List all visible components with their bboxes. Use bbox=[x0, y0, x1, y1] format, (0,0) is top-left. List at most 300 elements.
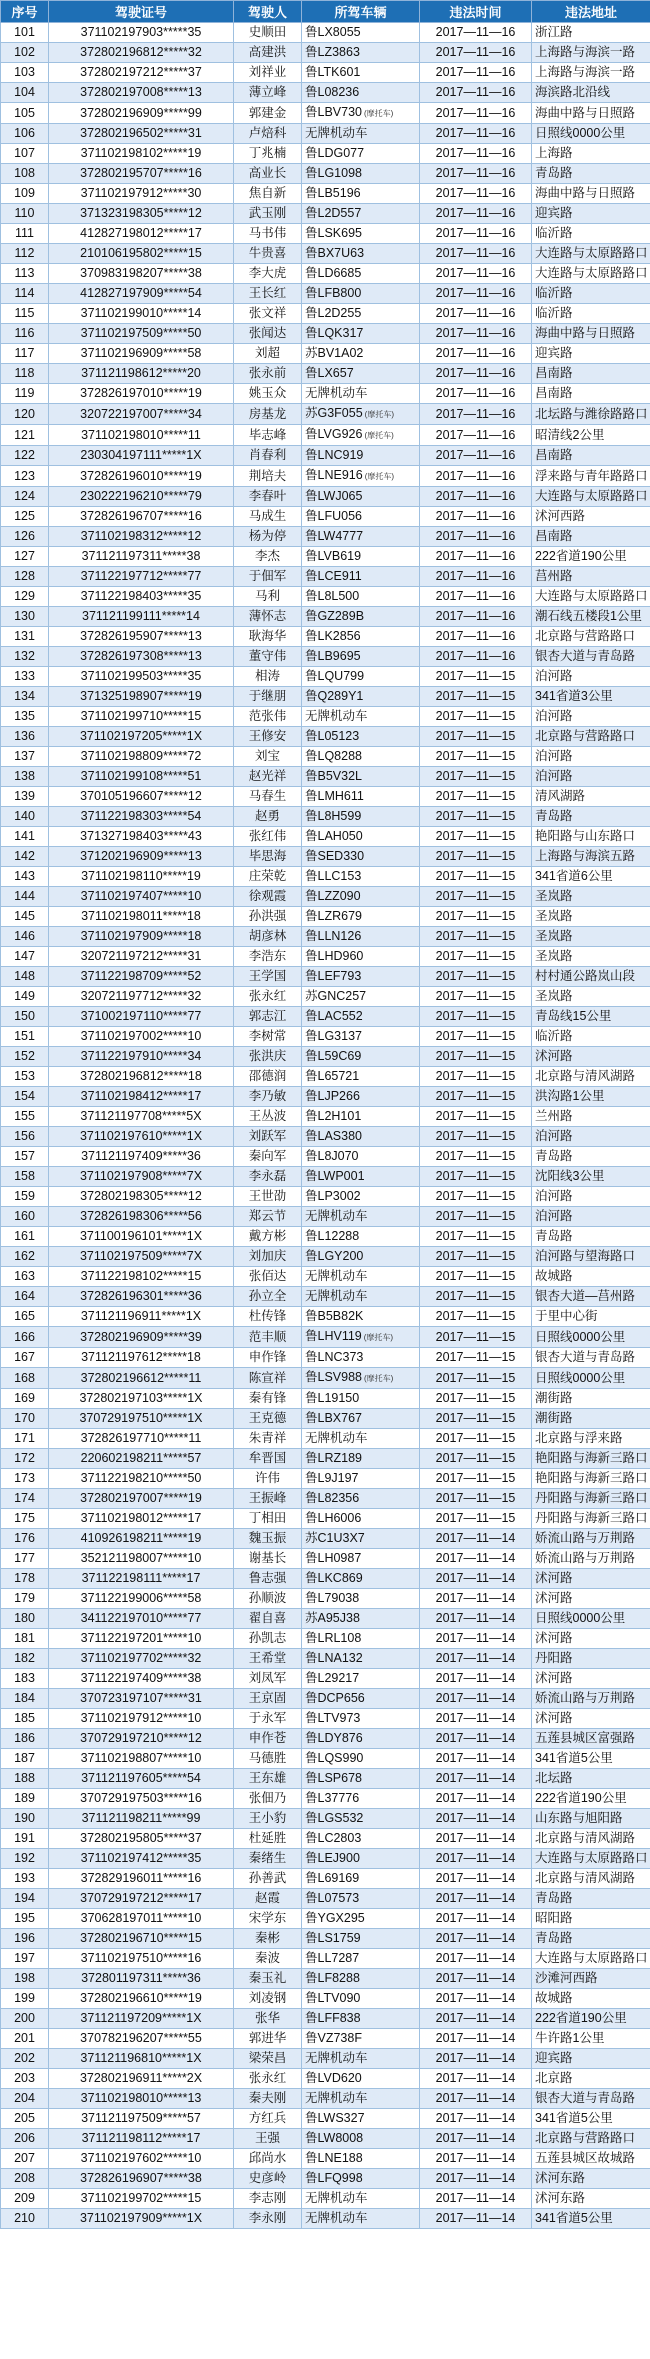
cell-license: 371102199108*****51 bbox=[49, 767, 234, 787]
cell-time: 2017—11—16 bbox=[420, 164, 532, 184]
cell-vehicle: 鲁LK2856 bbox=[302, 627, 420, 647]
table-row bbox=[1, 667, 650, 687]
table-row bbox=[1, 384, 650, 404]
cell-license: 371102196909*****58 bbox=[49, 344, 234, 364]
cell-vehicle: 鲁LQ8288 bbox=[302, 747, 420, 767]
cell-vehicle: 鲁L05123 bbox=[302, 727, 420, 747]
motorcycle-tag: (摩托车) bbox=[364, 431, 394, 440]
cell-time: 2017—11—14 bbox=[420, 1949, 532, 1969]
cell-driver: 张洪庆 bbox=[234, 1047, 302, 1067]
cell-location: 沈阳线3公里 bbox=[532, 1167, 650, 1187]
table-row bbox=[1, 1167, 650, 1187]
cell-location: 341省道3公里 bbox=[532, 687, 650, 707]
cell-license: 372826196301*****36 bbox=[49, 1287, 234, 1307]
cell-time: 2017—11—14 bbox=[420, 1729, 532, 1749]
table-row bbox=[1, 2089, 650, 2109]
cell-license: 372802195707*****16 bbox=[49, 164, 234, 184]
cell-driver: 刘凤军 bbox=[234, 1669, 302, 1689]
cell-license: 372826197308*****13 bbox=[49, 647, 234, 667]
motorcycle-tag: (摩托车) bbox=[363, 1333, 394, 1342]
cell-seq: 160 bbox=[1, 1207, 49, 1227]
cell-license: 371325198907*****19 bbox=[49, 687, 234, 707]
cell-time: 2017—11—15 bbox=[420, 1027, 532, 1047]
cell-vehicle: 鲁BX7U63 bbox=[302, 244, 420, 264]
cell-license: 372829196011*****16 bbox=[49, 1869, 234, 1889]
cell-license: 371122198111*****17 bbox=[49, 1569, 234, 1589]
cell-seq: 150 bbox=[1, 1007, 49, 1027]
table-row bbox=[1, 164, 650, 184]
cell-vehicle: 鲁L69169 bbox=[302, 1869, 420, 1889]
table-row bbox=[1, 1267, 650, 1287]
cell-vehicle: 鲁LHV119 (摩托车) bbox=[302, 1327, 420, 1348]
table-row bbox=[1, 2209, 650, 2229]
cell-seq: 202 bbox=[1, 2049, 49, 2069]
cell-driver: 申作苍 bbox=[234, 1729, 302, 1749]
cell-driver: 范张伟 bbox=[234, 707, 302, 727]
cell-location: 青岛路 bbox=[532, 1227, 650, 1247]
cell-vehicle: 鲁VZ738F bbox=[302, 2029, 420, 2049]
cell-seq: 166 bbox=[1, 1327, 49, 1348]
cell-seq: 128 bbox=[1, 567, 49, 587]
cell-seq: 181 bbox=[1, 1629, 49, 1649]
cell-license: 371002197110*****77 bbox=[49, 1007, 234, 1027]
table-row bbox=[1, 1749, 650, 1769]
cell-seq: 189 bbox=[1, 1789, 49, 1809]
table-row bbox=[1, 2109, 650, 2129]
cell-location: 娇流山路与万荆路 bbox=[532, 1529, 650, 1549]
table-row bbox=[1, 1227, 650, 1247]
cell-license: 371102198012*****17 bbox=[49, 1509, 234, 1529]
cell-license: 371102197610*****1X bbox=[49, 1127, 234, 1147]
cell-vehicle: 鲁LVB619 bbox=[302, 547, 420, 567]
table-row bbox=[1, 425, 650, 446]
cell-location: 昌南路 bbox=[532, 527, 650, 547]
cell-license: 371102198110*****19 bbox=[49, 867, 234, 887]
cell-driver: 孙善武 bbox=[234, 1869, 302, 1889]
cell-time: 2017—11—14 bbox=[420, 2209, 532, 2229]
cell-driver: 于继朋 bbox=[234, 687, 302, 707]
table-row bbox=[1, 787, 650, 807]
cell-location: 341省道5公里 bbox=[532, 1749, 650, 1769]
cell-vehicle: 鲁L8H599 bbox=[302, 807, 420, 827]
cell-license: 371102197908*****7X bbox=[49, 1167, 234, 1187]
cell-seq: 120 bbox=[1, 404, 49, 425]
cell-license: 372802197008*****13 bbox=[49, 83, 234, 103]
cell-location: 泊河路 bbox=[532, 767, 650, 787]
cell-driver: 刘凌钢 bbox=[234, 1989, 302, 2009]
cell-location: 浮来路与青年路路口 bbox=[532, 466, 650, 487]
cell-location: 上海路与海滨一路 bbox=[532, 63, 650, 83]
cell-license: 230222196210*****79 bbox=[49, 487, 234, 507]
table-row bbox=[1, 1709, 650, 1729]
cell-driver: 李浩东 bbox=[234, 947, 302, 967]
cell-driver: 孙立全 bbox=[234, 1287, 302, 1307]
cell-license: 220602198211*****57 bbox=[49, 1449, 234, 1469]
cell-seq: 144 bbox=[1, 887, 49, 907]
cell-location: 341省道5公里 bbox=[532, 2109, 650, 2129]
cell-time: 2017—11—15 bbox=[420, 1147, 532, 1167]
cell-seq: 183 bbox=[1, 1669, 49, 1689]
cell-seq: 101 bbox=[1, 23, 49, 43]
cell-location: 沭河东路 bbox=[532, 2169, 650, 2189]
cell-seq: 162 bbox=[1, 1247, 49, 1267]
cell-location: 海曲中路与日照路 bbox=[532, 184, 650, 204]
cell-location: 故城路 bbox=[532, 1267, 650, 1287]
cell-location: 故城路 bbox=[532, 1989, 650, 2009]
motorcycle-tag: (摩托车) bbox=[363, 109, 394, 118]
cell-location: 昭阳路 bbox=[532, 1909, 650, 1929]
table-row bbox=[1, 1389, 650, 1409]
cell-location: 青岛路 bbox=[532, 1929, 650, 1949]
cell-vehicle: 鲁LLC153 bbox=[302, 867, 420, 887]
cell-driver: 孙洪强 bbox=[234, 907, 302, 927]
cell-vehicle: 鲁L59C69 bbox=[302, 1047, 420, 1067]
cell-license: 370729197503*****16 bbox=[49, 1789, 234, 1809]
cell-license: 371102197205*****1X bbox=[49, 727, 234, 747]
cell-driver: 谢基长 bbox=[234, 1549, 302, 1569]
cell-driver: 张佃乃 bbox=[234, 1789, 302, 1809]
cell-license: 371121197509*****57 bbox=[49, 2109, 234, 2129]
cell-vehicle: 鲁L2D557 bbox=[302, 204, 420, 224]
cell-time: 2017—11—15 bbox=[420, 1127, 532, 1147]
table-row bbox=[1, 1529, 650, 1549]
cell-driver: 杨为停 bbox=[234, 527, 302, 547]
cell-license: 341122197010*****77 bbox=[49, 1609, 234, 1629]
cell-seq: 172 bbox=[1, 1449, 49, 1469]
cell-time: 2017—11—14 bbox=[420, 1789, 532, 1809]
cell-driver: 郭建金 bbox=[234, 103, 302, 124]
cell-driver: 薄立峰 bbox=[234, 83, 302, 103]
cell-location: 丹阳路 bbox=[532, 1649, 650, 1669]
cell-driver: 房基龙 bbox=[234, 404, 302, 425]
cell-vehicle: 鲁L2D255 bbox=[302, 304, 420, 324]
cell-driver: 范丰顺 bbox=[234, 1327, 302, 1348]
table-row bbox=[1, 867, 650, 887]
cell-time: 2017—11—16 bbox=[420, 304, 532, 324]
cell-license: 410926198211*****19 bbox=[49, 1529, 234, 1549]
cell-driver: 郭进华 bbox=[234, 2029, 302, 2049]
cell-vehicle: 鲁LG1098 bbox=[302, 164, 420, 184]
cell-license: 372826197710*****11 bbox=[49, 1429, 234, 1449]
cell-seq: 140 bbox=[1, 807, 49, 827]
table-row bbox=[1, 627, 650, 647]
cell-time: 2017—11—16 bbox=[420, 43, 532, 63]
cell-driver: 陈宣祥 bbox=[234, 1368, 302, 1389]
cell-vehicle: 鲁LNC373 bbox=[302, 1348, 420, 1368]
cell-driver: 赵光祥 bbox=[234, 767, 302, 787]
cell-vehicle: 鲁LBX767 bbox=[302, 1409, 420, 1429]
table-row bbox=[1, 927, 650, 947]
table-row bbox=[1, 1007, 650, 1027]
cell-license: 371122197201*****10 bbox=[49, 1629, 234, 1649]
cell-driver: 牛贵喜 bbox=[234, 244, 302, 264]
table-row bbox=[1, 1849, 650, 1869]
cell-vehicle: 鲁L8J070 bbox=[302, 1147, 420, 1167]
cell-license: 371121197209*****1X bbox=[49, 2009, 234, 2029]
cell-vehicle: 苏BV1A02 bbox=[302, 344, 420, 364]
cell-time: 2017—11—15 bbox=[420, 1007, 532, 1027]
cell-location: 沭河路 bbox=[532, 1047, 650, 1067]
cell-driver: 方红兵 bbox=[234, 2109, 302, 2129]
cell-seq: 170 bbox=[1, 1409, 49, 1429]
cell-seq: 206 bbox=[1, 2129, 49, 2149]
cell-seq: 173 bbox=[1, 1469, 49, 1489]
table-row bbox=[1, 727, 650, 747]
cell-driver: 马德胜 bbox=[234, 1749, 302, 1769]
cell-time: 2017—11—15 bbox=[420, 1087, 532, 1107]
cell-seq: 167 bbox=[1, 1348, 49, 1368]
table-row bbox=[1, 1368, 650, 1389]
cell-location: 临沂路 bbox=[532, 224, 650, 244]
cell-driver: 张红伟 bbox=[234, 827, 302, 847]
cell-license: 372801197311*****36 bbox=[49, 1969, 234, 1989]
cell-driver: 王长红 bbox=[234, 284, 302, 304]
table-row bbox=[1, 2029, 650, 2049]
cell-seq: 156 bbox=[1, 1127, 49, 1147]
cell-vehicle: 鲁LNE916 (摩托车) bbox=[302, 466, 420, 487]
cell-driver: 李杰 bbox=[234, 547, 302, 567]
cell-seq: 149 bbox=[1, 987, 49, 1007]
cell-time: 2017—11—15 bbox=[420, 1429, 532, 1449]
cell-vehicle: 鲁LNA132 bbox=[302, 1649, 420, 1669]
table-row bbox=[1, 1609, 650, 1629]
cell-seq: 158 bbox=[1, 1167, 49, 1187]
cell-seq: 196 bbox=[1, 1929, 49, 1949]
cell-location: 海曲中路与日照路 bbox=[532, 103, 650, 124]
cell-location: 银杏大道与青岛路 bbox=[532, 1348, 650, 1368]
cell-vehicle: 鲁LGS532 bbox=[302, 1809, 420, 1829]
cell-driver: 申作锋 bbox=[234, 1348, 302, 1368]
cell-vehicle: 鲁LZ3863 bbox=[302, 43, 420, 63]
cell-license: 372802196911*****2X bbox=[49, 2069, 234, 2089]
cell-driver: 邵德润 bbox=[234, 1067, 302, 1087]
cell-seq: 161 bbox=[1, 1227, 49, 1247]
cell-seq: 147 bbox=[1, 947, 49, 967]
cell-driver: 李乃敏 bbox=[234, 1087, 302, 1107]
cell-seq: 179 bbox=[1, 1589, 49, 1609]
cell-location: 上海路 bbox=[532, 144, 650, 164]
cell-time: 2017—11—14 bbox=[420, 2109, 532, 2129]
cell-time: 2017—11—15 bbox=[420, 1247, 532, 1267]
cell-license: 371121198211*****99 bbox=[49, 1809, 234, 1829]
cell-license: 320721197212*****31 bbox=[49, 947, 234, 967]
cell-driver: 李永刚 bbox=[234, 2209, 302, 2229]
cell-license: 371102197509*****50 bbox=[49, 324, 234, 344]
cell-vehicle: 鲁L07573 bbox=[302, 1889, 420, 1909]
cell-seq: 122 bbox=[1, 446, 49, 466]
header-seq: 序号 bbox=[1, 1, 49, 23]
cell-time: 2017—11—14 bbox=[420, 1629, 532, 1649]
cell-driver: 刘祥业 bbox=[234, 63, 302, 83]
cell-time: 2017—11—16 bbox=[420, 487, 532, 507]
cell-vehicle: 鲁LG3137 bbox=[302, 1027, 420, 1047]
cell-vehicle: 无牌机动车 bbox=[302, 2089, 420, 2109]
cell-seq: 103 bbox=[1, 63, 49, 83]
cell-location: 泊河路 bbox=[532, 747, 650, 767]
cell-seq: 203 bbox=[1, 2069, 49, 2089]
cell-license: 372802196612*****11 bbox=[49, 1368, 234, 1389]
table-row bbox=[1, 324, 650, 344]
cell-location: 于里中心街 bbox=[532, 1307, 650, 1327]
cell-driver: 卢焙科 bbox=[234, 124, 302, 144]
cell-vehicle: 鲁LC2803 bbox=[302, 1829, 420, 1849]
table-row bbox=[1, 1549, 650, 1569]
cell-license: 372802198305*****12 bbox=[49, 1187, 234, 1207]
cell-time: 2017—11—15 bbox=[420, 987, 532, 1007]
cell-driver: 耿海华 bbox=[234, 627, 302, 647]
cell-time: 2017—11—16 bbox=[420, 344, 532, 364]
cell-location: 泊河路与望海路口 bbox=[532, 1247, 650, 1267]
cell-driver: 李永磊 bbox=[234, 1167, 302, 1187]
cell-seq: 174 bbox=[1, 1489, 49, 1509]
cell-driver: 宋学东 bbox=[234, 1909, 302, 1929]
cell-location: 昌南路 bbox=[532, 446, 650, 466]
table-row bbox=[1, 1127, 650, 1147]
table-row bbox=[1, 1087, 650, 1107]
cell-vehicle: 鲁L12288 bbox=[302, 1227, 420, 1247]
cell-time: 2017—11—15 bbox=[420, 1449, 532, 1469]
cell-vehicle: 鲁LVD620 bbox=[302, 2069, 420, 2089]
table-row bbox=[1, 466, 650, 487]
cell-license: 320721197712*****32 bbox=[49, 987, 234, 1007]
table-row bbox=[1, 2009, 650, 2029]
cell-license: 371122198709*****52 bbox=[49, 967, 234, 987]
cell-location: 沭河路 bbox=[532, 1589, 650, 1609]
cell-seq: 152 bbox=[1, 1047, 49, 1067]
cell-seq: 129 bbox=[1, 587, 49, 607]
table-row bbox=[1, 487, 650, 507]
cell-seq: 187 bbox=[1, 1749, 49, 1769]
cell-time: 2017—11—15 bbox=[420, 1389, 532, 1409]
cell-license: 371122198403*****35 bbox=[49, 587, 234, 607]
cell-driver: 张永红 bbox=[234, 987, 302, 1007]
cell-license: 372826197010*****19 bbox=[49, 384, 234, 404]
cell-time: 2017—11—16 bbox=[420, 184, 532, 204]
table-row bbox=[1, 1047, 650, 1067]
table-row bbox=[1, 687, 650, 707]
cell-time: 2017—11—15 bbox=[420, 1067, 532, 1087]
cell-seq: 197 bbox=[1, 1949, 49, 1969]
cell-vehicle: 鲁LAC552 bbox=[302, 1007, 420, 1027]
cell-driver: 王振峰 bbox=[234, 1489, 302, 1509]
table-row bbox=[1, 284, 650, 304]
table-row bbox=[1, 2189, 650, 2209]
table-row bbox=[1, 1187, 650, 1207]
cell-license: 372802196909*****39 bbox=[49, 1327, 234, 1348]
cell-location: 沭河路 bbox=[532, 1669, 650, 1689]
cell-seq: 114 bbox=[1, 284, 49, 304]
cell-driver: 魏玉振 bbox=[234, 1529, 302, 1549]
cell-location: 上海路与海滨一路 bbox=[532, 43, 650, 63]
cell-location: 丹阳路与海新三路口 bbox=[532, 1489, 650, 1509]
cell-vehicle: 苏GNC257 bbox=[302, 987, 420, 1007]
header-vehicle: 所驾车辆 bbox=[302, 1, 420, 23]
cell-time: 2017—11—14 bbox=[420, 1689, 532, 1709]
cell-license: 372802197007*****19 bbox=[49, 1489, 234, 1509]
cell-license: 371121197708*****5X bbox=[49, 1107, 234, 1127]
cell-location: 大连路与太原路路口 bbox=[532, 587, 650, 607]
table-row bbox=[1, 607, 650, 627]
cell-time: 2017—11—16 bbox=[420, 83, 532, 103]
cell-time: 2017—11—15 bbox=[420, 1409, 532, 1429]
table-row bbox=[1, 1589, 650, 1609]
cell-time: 2017—11—15 bbox=[420, 1348, 532, 1368]
cell-seq: 155 bbox=[1, 1107, 49, 1127]
cell-time: 2017—11—15 bbox=[420, 1368, 532, 1389]
cell-vehicle: 鲁LSK695 bbox=[302, 224, 420, 244]
cell-seq: 201 bbox=[1, 2029, 49, 2049]
cell-location: 清风湖路 bbox=[532, 787, 650, 807]
cell-time: 2017—11—16 bbox=[420, 425, 532, 446]
cell-vehicle: 鲁L79038 bbox=[302, 1589, 420, 1609]
table-row bbox=[1, 1829, 650, 1849]
cell-license: 372826196907*****38 bbox=[49, 2169, 234, 2189]
cell-location: 艳阳路与海新三路口 bbox=[532, 1449, 650, 1469]
table-row bbox=[1, 647, 650, 667]
cell-license: 371121197311*****38 bbox=[49, 547, 234, 567]
cell-license: 210106195802*****15 bbox=[49, 244, 234, 264]
cell-time: 2017—11—14 bbox=[420, 1929, 532, 1949]
cell-location: 沭河东路 bbox=[532, 2189, 650, 2209]
table-row bbox=[1, 1949, 650, 1969]
cell-license: 372802196909*****99 bbox=[49, 103, 234, 124]
cell-vehicle: 鲁SED330 bbox=[302, 847, 420, 867]
header-location: 违法地址 bbox=[532, 1, 650, 23]
cell-driver: 戴方彬 bbox=[234, 1227, 302, 1247]
cell-vehicle: 鲁LRL108 bbox=[302, 1629, 420, 1649]
cell-time: 2017—11—14 bbox=[420, 1669, 532, 1689]
cell-location: 沭河西路 bbox=[532, 507, 650, 527]
cell-vehicle: 鲁LSP678 bbox=[302, 1769, 420, 1789]
cell-vehicle: 鲁B5B82K bbox=[302, 1307, 420, 1327]
cell-license: 370105196607*****12 bbox=[49, 787, 234, 807]
table-row bbox=[1, 747, 650, 767]
header-time: 违法时间 bbox=[420, 1, 532, 23]
cell-driver: 武玉刚 bbox=[234, 204, 302, 224]
table-row bbox=[1, 2129, 650, 2149]
table-row bbox=[1, 1729, 650, 1749]
cell-license: 371102198412*****17 bbox=[49, 1087, 234, 1107]
cell-time: 2017—11—15 bbox=[420, 1167, 532, 1187]
cell-license: 372826196707*****16 bbox=[49, 507, 234, 527]
cell-seq: 164 bbox=[1, 1287, 49, 1307]
cell-driver: 相涛 bbox=[234, 667, 302, 687]
cell-location: 沙滩河西路 bbox=[532, 1969, 650, 1989]
cell-vehicle: 鲁LWS327 bbox=[302, 2109, 420, 2129]
cell-time: 2017—11—16 bbox=[420, 264, 532, 284]
cell-driver: 史彦岭 bbox=[234, 2169, 302, 2189]
cell-time: 2017—11—14 bbox=[420, 1569, 532, 1589]
cell-license: 371102199702*****15 bbox=[49, 2189, 234, 2209]
cell-time: 2017—11—15 bbox=[420, 1207, 532, 1227]
cell-seq: 136 bbox=[1, 727, 49, 747]
table-row bbox=[1, 184, 650, 204]
cell-license: 370729197210*****12 bbox=[49, 1729, 234, 1749]
cell-location: 艳阳路与山东路口 bbox=[532, 827, 650, 847]
cell-vehicle: 鲁L65721 bbox=[302, 1067, 420, 1087]
cell-time: 2017—11—15 bbox=[420, 787, 532, 807]
cell-driver: 庄荣乾 bbox=[234, 867, 302, 887]
cell-seq: 130 bbox=[1, 607, 49, 627]
table-row bbox=[1, 63, 650, 83]
cell-time: 2017—11—16 bbox=[420, 404, 532, 425]
cell-vehicle: 鲁LNC919 bbox=[302, 446, 420, 466]
cell-seq: 148 bbox=[1, 967, 49, 987]
cell-location: 青岛路 bbox=[532, 807, 650, 827]
cell-driver: 秦有锋 bbox=[234, 1389, 302, 1409]
table-row bbox=[1, 1409, 650, 1429]
cell-vehicle: 鲁LWP001 bbox=[302, 1167, 420, 1187]
